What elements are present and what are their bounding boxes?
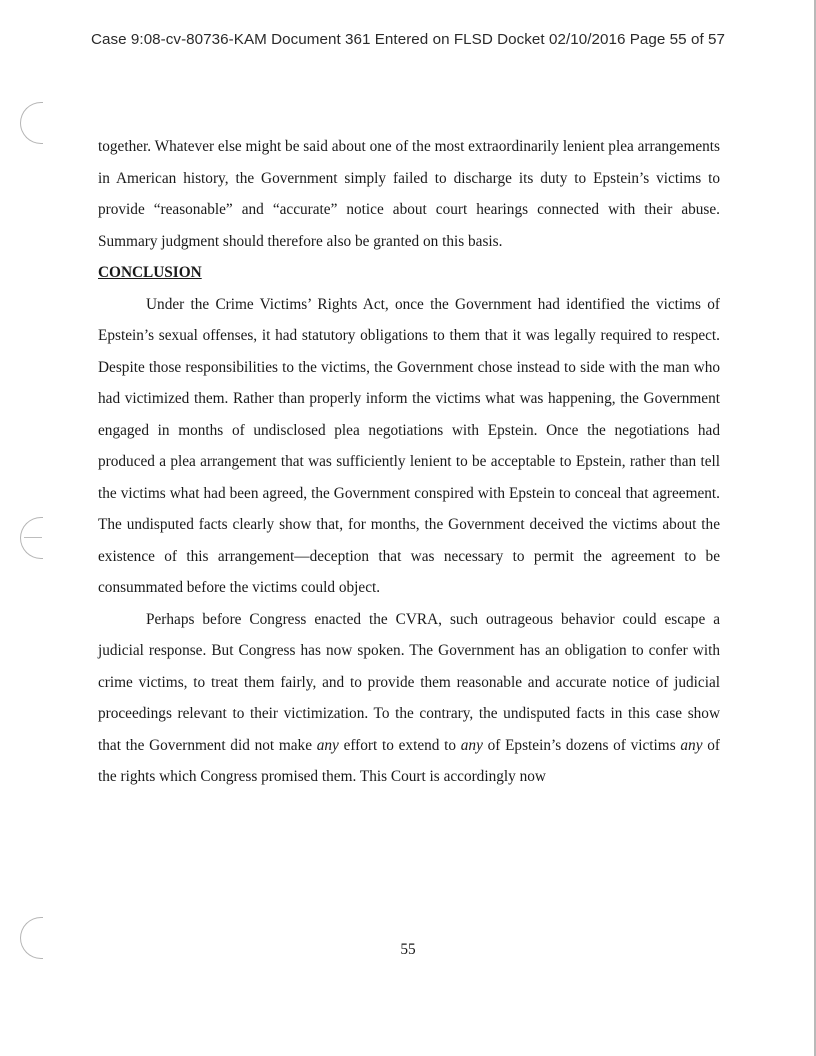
text-run: Perhaps before Congress enacted the CVRA, such outrageous behavior could escape a judicial response. But Congress has now spoken. The Government has an obligation to confer with crime victims, to treat them fairly, and to provide them reasonable and accurate notice of judicial proceedings relevant to their victimization. To the contrary, the undisputed facts in this case show that the Government did not make [98,610,720,754]
emphasis-any: any [680,736,703,754]
text-run: of the rights which Congress promised them. This Court is accordingly now [98,736,720,785]
body-text [98,131,720,793]
section-heading-conclusion: CONCLUSION [98,264,202,281]
text-run: of Epstein’s dozens of victims [482,736,681,754]
emphasis-any: any [460,736,483,754]
emphasis-any: any [316,736,339,754]
paragraph-conclusion-2 [98,604,720,793]
punch-hole-mark [20,517,43,559]
page-number: 55 [400,941,416,958]
case-header: Case 9:08-cv-80736-KAM Document 361 Entered on FLSD Docket 02/10/2016 Page 55 of 57 [91,31,725,48]
paragraph-continuation: together. Whatever else might be said about one of the most extraordinarily lenient plea arrangements in American history, the Government simply failed to discharge its duty to Epstein’s victims to provide “reasonable” and “accurate” notice about court hearings connected with their abuse. Summary judgment should therefore also be granted on this basis. [98,138,721,250]
paragraph-conclusion-1: Under the Crime Victims’ Rights Act, once the Government had identified the victims of Epstein’s sexual offenses, it had statutory obligations to them that it was legally required to respect. Despite those responsibilities to the victims, the Government chose instead to side with the man who had victimized them. Rather than properly inform the victims what was happening, the Government engaged in months of undisclosed plea negotiations with Epstein. Once the negotiations had produced a plea arrangement that was sufficiently lenient to be acceptable to Epstein, rather than tell the victims what had been agreed, the Government conspired with Epstein to conceal that agreement. The undisputed facts clearly show that, for months, the Government deceived the victims about the existence of this arrangement—deception that was necessary to permit the agreement to be consummated before the victims could object. [98,295,720,596]
punch-hole-mark [20,102,43,144]
text-run: effort to extend to [338,736,461,754]
